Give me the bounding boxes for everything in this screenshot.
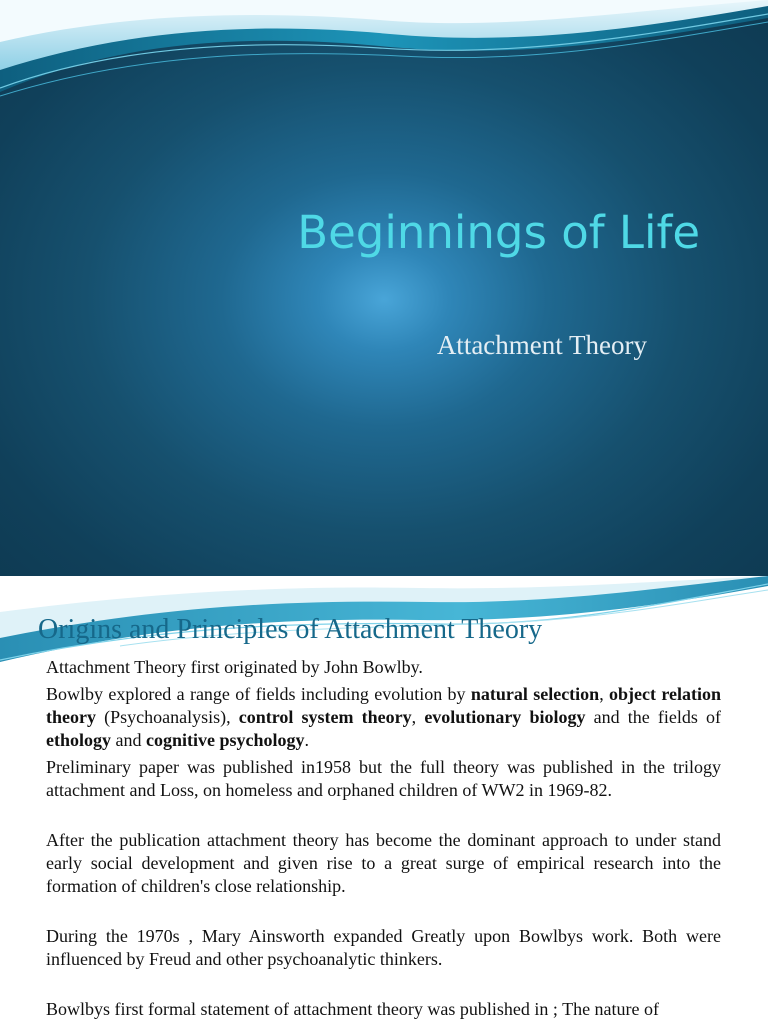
paragraph: Attachment Theory first originated by John Bowlby. <box>46 657 423 677</box>
paragraph: After the publication attachment theory has become the dominant approach to under stand early social development and given rise to a great surge of empirical research into the formation of children's close relationship. <box>46 830 721 896</box>
paragraph: Bowlbys first formal statement of attachment theory was published in ; The nature of <box>46 999 660 1019</box>
slide-subtitle: Attachment Theory <box>436 330 647 360</box>
slide-title: Beginnings of Life <box>297 206 700 259</box>
content-slide <box>0 576 768 1024</box>
slide-body <box>46 656 721 1024</box>
paragraph: Preliminary paper was published in1958 but the full theory was published in the trilogy attachment and Loss, on homeless and orphaned children of WW2 in 1969-82. <box>46 757 721 800</box>
paragraph: Bowlby explored a range of fields including evolution by natural selection, object relation theory (Psychoanalysis), control system theory, evolutionary biology and the fields of ethology and cognitive psychology. <box>46 684 721 750</box>
paragraph: During the 1970s , Mary Ainsworth expanded Greatly upon Bowlbys work. Both were influenced by Freud and other psychoanalytic thinkers. <box>46 926 721 969</box>
slide-heading: Origins and Principles of Attachment Theory <box>38 614 543 645</box>
wave-decoration <box>0 0 768 110</box>
